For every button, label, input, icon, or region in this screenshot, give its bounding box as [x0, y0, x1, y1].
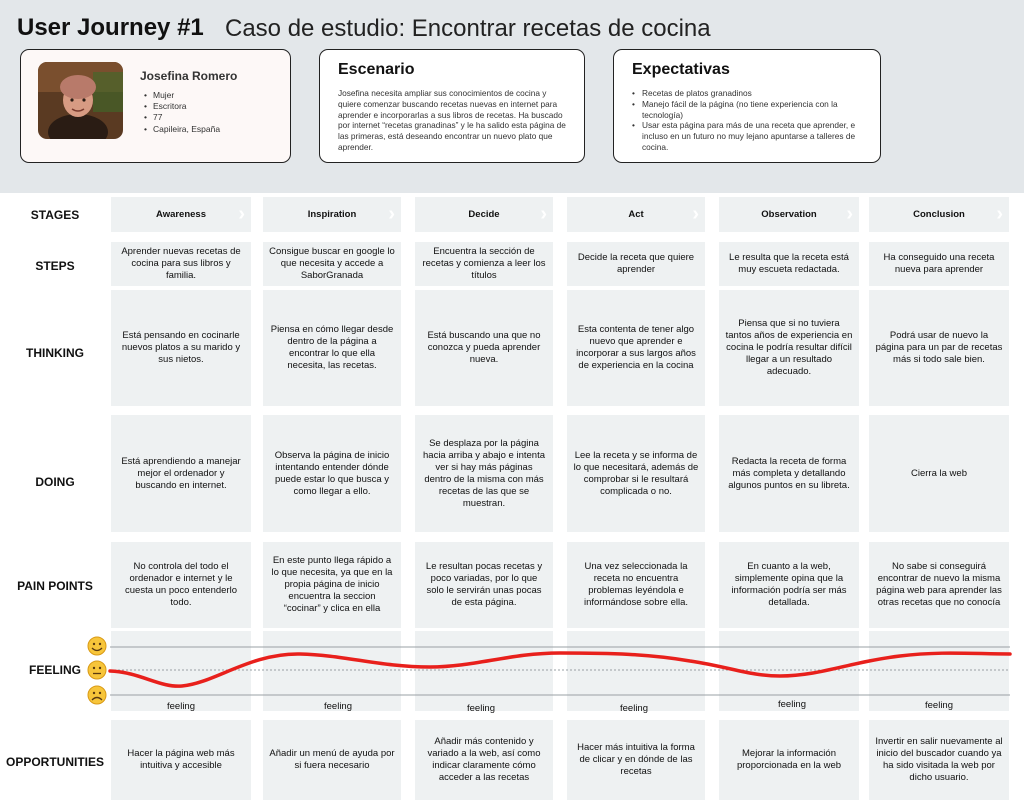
pain-point-cell: Le resultan pocas recetas y poco variadas, por lo que solo le servirán unas pocas de esta página. — [415, 542, 553, 628]
persona-detail: • 77 — [144, 112, 220, 123]
row-label-stages: STAGES — [30, 208, 80, 222]
row-label-thinking: THINKING — [26, 346, 84, 360]
scenario-text: Josefina necesita ampliar sus conocimientos de cocina y quiere comenzar buscando recetas nuevas en internet para aprender e incorporarlas a sus libros de recetas. Ha buscado por internet “recetas granadinas” y le ha salido esta página de las primeras, está deseando encontrar un nuevo plato que aprender. — [338, 88, 566, 152]
persona-detail: • Capileira, España — [144, 124, 220, 135]
stage-decide — [415, 197, 553, 232]
stage-label: Act — [628, 209, 644, 220]
opportunity-cell: Mejorar la información proporcionada en la web — [719, 720, 859, 800]
pain-point-cell: En este punto llega rápido a lo que necesita, ya que en la propia página de inicio encuentra la seccion “cocinar” y clica en ella — [263, 542, 401, 628]
pain-point-cell: Una vez seleccionada la receta no encuentra problemas leyéndola e informándose sobre ella. — [567, 542, 705, 628]
expectations-list — [632, 88, 872, 153]
feeling-label: feeling — [778, 699, 806, 710]
thinking-cell: Está buscando una que no conozca y pueda aprender nueva. — [415, 290, 553, 406]
expectation-item: • Usar esta página para más de una receta que aprender, e incluso en un futuro no muy lejano apuntarse a talleres de cocina. — [632, 120, 872, 152]
pain-point-cell: No sabe si conseguirá encontrar de nuevo la misma página web para aprender las otras recetas que no conocía — [869, 542, 1009, 628]
doing-cell: Observa la página de inicio intentando entender dónde puede estar lo que busca y como llegar a ello. — [263, 415, 401, 532]
stage-label: Observation — [761, 209, 817, 220]
expectations-card — [613, 49, 881, 163]
scenario-title: Escenario — [338, 61, 415, 78]
doing-cell: Cierra la web — [869, 415, 1009, 532]
page-title: User Journey #1 — [17, 14, 204, 41]
row-label-pain-points: PAIN POINTS — [17, 579, 93, 593]
opportunity-cell: Añadir más contenido y variado a la web, así como indicar claramente cómo acceder a las recetas — [415, 720, 553, 800]
persona-card — [20, 49, 291, 163]
stage-label: Decide — [468, 209, 500, 220]
opportunity-cell: Hacer la página web más intuitiva y accesible — [111, 720, 251, 800]
doing-cell: Redacta la receta de forma más completa y detallando algunos puntos en su libreta. — [719, 415, 859, 532]
steps-cell: Decide la receta que quiere aprender — [567, 242, 705, 286]
sad-face-icon — [88, 686, 106, 704]
stage-label: Inspiration — [307, 209, 357, 220]
happy-face-icon — [88, 637, 106, 655]
opportunity-cell: Invertir en salir nuevamente al inicio del buscador cuando ya ha sido visitada la web por dicho usuario. — [869, 720, 1009, 800]
scenario-card — [319, 49, 585, 163]
doing-cell: Lee la receta y se informa de lo que necesitará, además de comprobar si le resultará complicada o no. — [567, 415, 705, 532]
opportunity-cell: Añadir un menú de ayuda por si fuera necesario — [263, 720, 401, 800]
header-band — [0, 0, 1024, 193]
feeling-label: feeling — [467, 703, 495, 714]
steps-cell: Consigue buscar en google lo que necesita y accede a SaborGranada — [263, 242, 401, 286]
stage-inspiration — [263, 197, 401, 232]
doing-cell: Se desplaza por la página hacia arriba y abajo e intenta ver si hay más páginas dentro de la misma con más recetas de las que se muestran. — [415, 415, 553, 532]
feeling-label: feeling — [167, 701, 195, 712]
thinking-cell: Esta contenta de tener algo nuevo que aprender e incorporar a sus largos años de experiencia en la cocina — [567, 290, 705, 406]
stage-awareness — [111, 197, 251, 232]
stage-act — [567, 197, 705, 232]
expectations-title: Expectativas — [632, 61, 730, 78]
persona-detail: • Mujer — [144, 90, 220, 101]
expectation-item: • Manejo fácil de la página (no tiene experiencia con la tecnología) — [632, 99, 872, 121]
feeling-label: feeling — [925, 700, 953, 711]
opportunity-cell: Hacer más intuitiva la forma de clicar y en dónde de las recetas — [567, 720, 705, 800]
persona-details — [144, 90, 220, 135]
steps-cell: Encuentra la sección de recetas y comienza a leer los títulos — [415, 242, 553, 286]
pain-point-cell: No controla del todo el ordenador e internet y le cuesta un poco entenderlo todo. — [111, 542, 251, 628]
thinking-cell: Piensa que si no tuviera tantos años de experiencia en cocina le podría resultar difícil llegar a un resultado adecuado. — [719, 290, 859, 406]
persona-detail: • Escritora — [144, 101, 220, 112]
expectation-item: • Recetas de platos granadinos — [632, 88, 872, 99]
persona-avatar — [38, 62, 123, 139]
steps-cell: Ha conseguido una receta nueva para aprender — [869, 242, 1009, 286]
feeling-label: feeling — [324, 701, 352, 712]
stage-label: Awareness — [156, 209, 206, 220]
chevron-right-icon: › — [996, 203, 1003, 225]
chevron-right-icon: › — [692, 203, 699, 225]
feeling-label: feeling — [620, 703, 648, 714]
row-label-doing: DOING — [35, 475, 75, 489]
chevron-right-icon: › — [238, 203, 245, 225]
thinking-cell: Piensa en cómo llegar desde dentro de la página a encontrar lo que ella necesita, las recetas. — [263, 290, 401, 406]
row-label-steps: STEPS — [35, 259, 75, 273]
doing-cell: Está aprendiendo a manejar mejor el ordenador y buscando en internet. — [111, 415, 251, 532]
thinking-cell: Podrá usar de nuevo la página para un par de recetas más si todo sale bien. — [869, 290, 1009, 406]
row-label-opportunities: OPPORTUNITIES — [5, 755, 104, 769]
stage-observation — [719, 197, 859, 232]
chevron-right-icon: › — [388, 203, 395, 225]
chevron-right-icon: › — [540, 203, 547, 225]
chevron-right-icon: › — [846, 203, 853, 225]
stage-label: Conclusion — [913, 209, 965, 220]
pain-point-cell: En cuanto a la web, simplemente opina que la información podría ser más detallada. — [719, 542, 859, 628]
neutral-face-icon — [88, 661, 106, 679]
row-label-feeling: FEELING — [28, 663, 81, 677]
stage-conclusion — [869, 197, 1009, 232]
thinking-cell: Está pensando en cocinarle nuevos platos a su marido y sus nietos. — [111, 290, 251, 406]
steps-cell: Aprender nuevas recetas de cocina para sus libros y familia. — [111, 242, 251, 286]
steps-cell: Le resulta que la receta está muy escueta redactada. — [719, 242, 859, 286]
page-subtitle: Caso de estudio: Encontrar recetas de cocina — [225, 15, 711, 42]
persona-name: Josefina Romero — [140, 69, 238, 83]
